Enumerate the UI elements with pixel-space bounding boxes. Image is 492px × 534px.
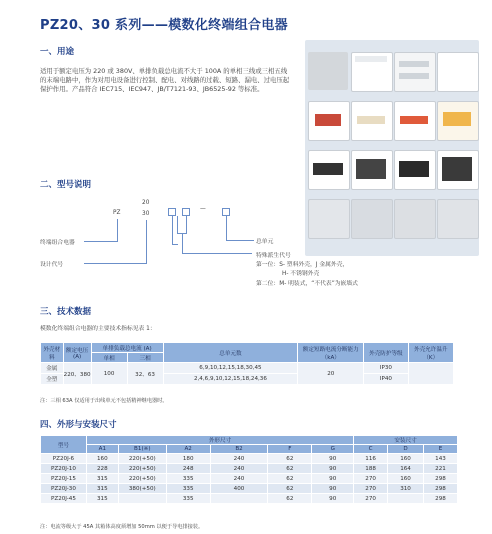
product-photo-9	[308, 150, 350, 190]
dims-cell-value: 90	[312, 464, 354, 474]
model-30: 30	[142, 211, 150, 217]
dims-cell-value: 90	[312, 474, 354, 484]
dims-cell-value: 160	[388, 474, 424, 484]
dims-cell-value: 335	[166, 474, 210, 484]
tech-cell-material-metal: 金属	[41, 363, 64, 374]
dims-cell-value: 298	[423, 484, 457, 494]
connector-line	[226, 240, 254, 241]
tech-header-breaking: 额定短路电流分断能力（kA）	[298, 343, 364, 363]
product-photo-1	[308, 52, 348, 90]
dims-cell-value: 62	[268, 464, 312, 474]
dims-cell-value: 220(+50)	[118, 454, 166, 464]
dims-cell-value	[210, 494, 268, 504]
dims-col-e: E	[423, 445, 457, 454]
dims-cell-value: 116	[354, 454, 388, 464]
tech-cell-three: 32、63	[127, 363, 163, 385]
model-pz: PZ	[113, 210, 121, 216]
connector-line	[84, 263, 147, 264]
table-row	[41, 474, 458, 484]
tech-cell-single: 100	[91, 363, 127, 385]
dims-cell-value: 164	[388, 464, 424, 474]
tech-cell-units-2: 2,4,6,9,10,12,15,18,24,36	[163, 374, 298, 385]
dims-cell-model: PZ20J-45	[41, 494, 87, 504]
dims-cell-value: 188	[354, 464, 388, 474]
tech-header-temp: 外壳允许温升（K）	[408, 343, 453, 363]
dims-cell-value: 240	[210, 454, 268, 464]
connector-line	[186, 216, 187, 233]
dims-cell-value: 90	[312, 484, 354, 494]
tech-cell-ip-1: IP30	[364, 363, 408, 374]
dims-col-b2: B2	[210, 445, 268, 454]
tech-header-ip: 外壳防护等级	[364, 343, 408, 363]
model-dash: —	[200, 206, 206, 212]
connector-line	[84, 241, 118, 242]
tech-header-single: 单相	[91, 353, 127, 363]
model-box-2	[182, 208, 190, 216]
product-photo-5	[308, 101, 350, 141]
dims-cell-value: 315	[86, 484, 118, 494]
connector-line	[182, 233, 183, 253]
dims-cell-value: 335	[166, 484, 210, 494]
dims-cell-model: PZ20J-30	[41, 484, 87, 494]
dims-col-a2: A2	[166, 445, 210, 454]
dims-cell-model: PZ20J-10	[41, 464, 87, 474]
dims-cell-value	[388, 494, 424, 504]
product-photo-14	[351, 199, 393, 239]
dims-cell-value: 298	[423, 494, 457, 504]
connector-line	[117, 219, 118, 241]
connector-line	[172, 216, 173, 244]
label-first-2: H- 不锈钢外壳	[282, 271, 320, 277]
dims-cell-value: 315	[86, 474, 118, 484]
product-photo-3	[394, 52, 436, 92]
dims-cell-value: 310	[388, 484, 424, 494]
product-photo-8	[437, 101, 479, 141]
dims-cell-value: 90	[312, 454, 354, 464]
dims-header-outer: 外形尺寸	[86, 436, 353, 445]
dims-table	[40, 435, 458, 504]
dims-cell-value: 240	[210, 464, 268, 474]
table-row	[41, 484, 458, 494]
label-total-units: 总单元	[256, 239, 274, 245]
dims-col-g: G	[312, 445, 354, 454]
dims-cell-value: 270	[354, 484, 388, 494]
label-combo: 终端组合电器	[40, 240, 75, 246]
dims-cell-value: 240	[210, 474, 268, 484]
section-heading-model: 二、型号说明	[40, 180, 92, 190]
tech-header-units: 总单元数	[163, 343, 298, 363]
dims-cell-value: 248	[166, 464, 210, 474]
label-design: 设计代号	[40, 262, 64, 268]
dims-col-d: D	[388, 445, 424, 454]
dims-cell-model: PZ20J-6	[41, 454, 87, 464]
dims-col-f: F	[268, 445, 312, 454]
product-photo-7	[394, 101, 436, 141]
tech-header-current: 单排负载总电流 (A)	[91, 343, 163, 353]
dims-cell-value	[118, 494, 166, 504]
tech-table	[40, 342, 454, 385]
dims-col-c: C	[354, 445, 388, 454]
tech-cell-breaking: 20	[298, 363, 364, 385]
tech-cell-temp	[408, 363, 453, 385]
dims-cell-value: 270	[354, 494, 388, 504]
tech-header-material: 外壳材料	[41, 343, 64, 363]
product-photo-12	[437, 150, 479, 190]
dims-cell-value: 62	[268, 474, 312, 484]
dims-cell-value: 62	[268, 454, 312, 464]
product-photo-2	[351, 52, 393, 92]
section-heading-tech: 三、技术数据	[40, 307, 92, 317]
table-row	[41, 464, 458, 474]
page-title: PZ20、30 系列——模数化终端组合电器	[40, 18, 288, 33]
table-row	[41, 454, 458, 464]
label-special: 特殊派生代号	[256, 253, 291, 259]
model-box-3	[222, 208, 230, 216]
connector-line	[172, 244, 178, 245]
dims-header-mount: 安装尺寸	[354, 436, 458, 445]
dims-cell-value: 298	[423, 474, 457, 484]
dims-cell-value: 62	[268, 484, 312, 494]
connector-line	[182, 253, 252, 254]
connector-line	[146, 220, 147, 263]
connector-line	[177, 216, 178, 233]
dims-cell-value: 228	[86, 464, 118, 474]
product-photo-15	[394, 199, 436, 239]
label-first: 第一位：S- 塑料外壳，J 金属外壳，	[256, 262, 349, 268]
dims-cell-value: 400	[210, 484, 268, 494]
tech-header-three: 三相	[127, 353, 163, 363]
dims-cell-value: 270	[354, 474, 388, 484]
connector-line	[226, 216, 227, 240]
dims-cell-value: 335	[166, 494, 210, 504]
dims-col-b1: B1(※)	[118, 445, 166, 454]
dims-note: 注：电流等级大于 45A 其箱体高度须增加 50mm 以便于导电排接装。	[40, 524, 204, 530]
use-paragraph: 适用于额定电压为 220 或 380V、单排负载总电流不大于 100A 的单相三线或三相五线的末端电路中，作为对用电设备进行控制、配电、对线路的过载、短路、漏电、过电压起保护作用。产品符合 IEC715、IEC947、JB/T7121-93、JB6525-92 等标准。	[40, 67, 290, 94]
product-photo-10	[351, 150, 393, 190]
tech-intro: 模数化终端组合电器的主要技术指标见表 1：	[40, 326, 156, 332]
dims-cell-value: 90	[312, 494, 354, 504]
product-photo-6	[351, 101, 393, 141]
dims-cell-value: 221	[423, 464, 457, 474]
dims-cell-value: 315	[86, 494, 118, 504]
model-box-1	[168, 208, 176, 216]
tech-header-voltage: 额定电压(A)	[63, 343, 91, 363]
dims-cell-value: 220(+50)	[118, 464, 166, 474]
tech-cell-voltage: 220、380	[63, 363, 91, 385]
product-photo-11	[394, 150, 436, 190]
dims-cell-value: 380(+50)	[118, 484, 166, 494]
dims-cell-value: 180	[166, 454, 210, 464]
tech-cell-ip-2: IP40	[364, 374, 408, 385]
product-photo-grid	[305, 40, 479, 256]
dims-cell-model: PZ20J-15	[41, 474, 87, 484]
tech-note: 注：三相 63A 仅适用于出线单元不包括精神继电器时。	[40, 398, 168, 404]
dims-col-a1: A1	[86, 445, 118, 454]
dims-cell-value: 160	[388, 454, 424, 464]
tech-cell-units-1: 6,9,10,12,15,18,30,45	[163, 363, 298, 374]
dims-cell-value: 62	[268, 494, 312, 504]
dims-cell-value: 220(+50)	[118, 474, 166, 484]
section-heading-dims: 四、外形与安装尺寸	[40, 420, 117, 430]
tech-cell-material-all: 全塑	[41, 374, 64, 385]
dims-header-model: 型号	[41, 436, 87, 454]
label-second: 第二位：M- 明装式，“不代表”为嵌墙式	[256, 281, 358, 287]
dims-cell-value: 143	[423, 454, 457, 464]
dims-cell-value: 160	[86, 454, 118, 464]
product-photo-16	[437, 199, 479, 239]
product-photo-13	[308, 199, 350, 239]
product-photo-4	[437, 52, 479, 92]
model-20: 20	[142, 200, 150, 206]
section-heading-use: 一、用途	[40, 47, 75, 57]
table-row	[41, 494, 458, 504]
